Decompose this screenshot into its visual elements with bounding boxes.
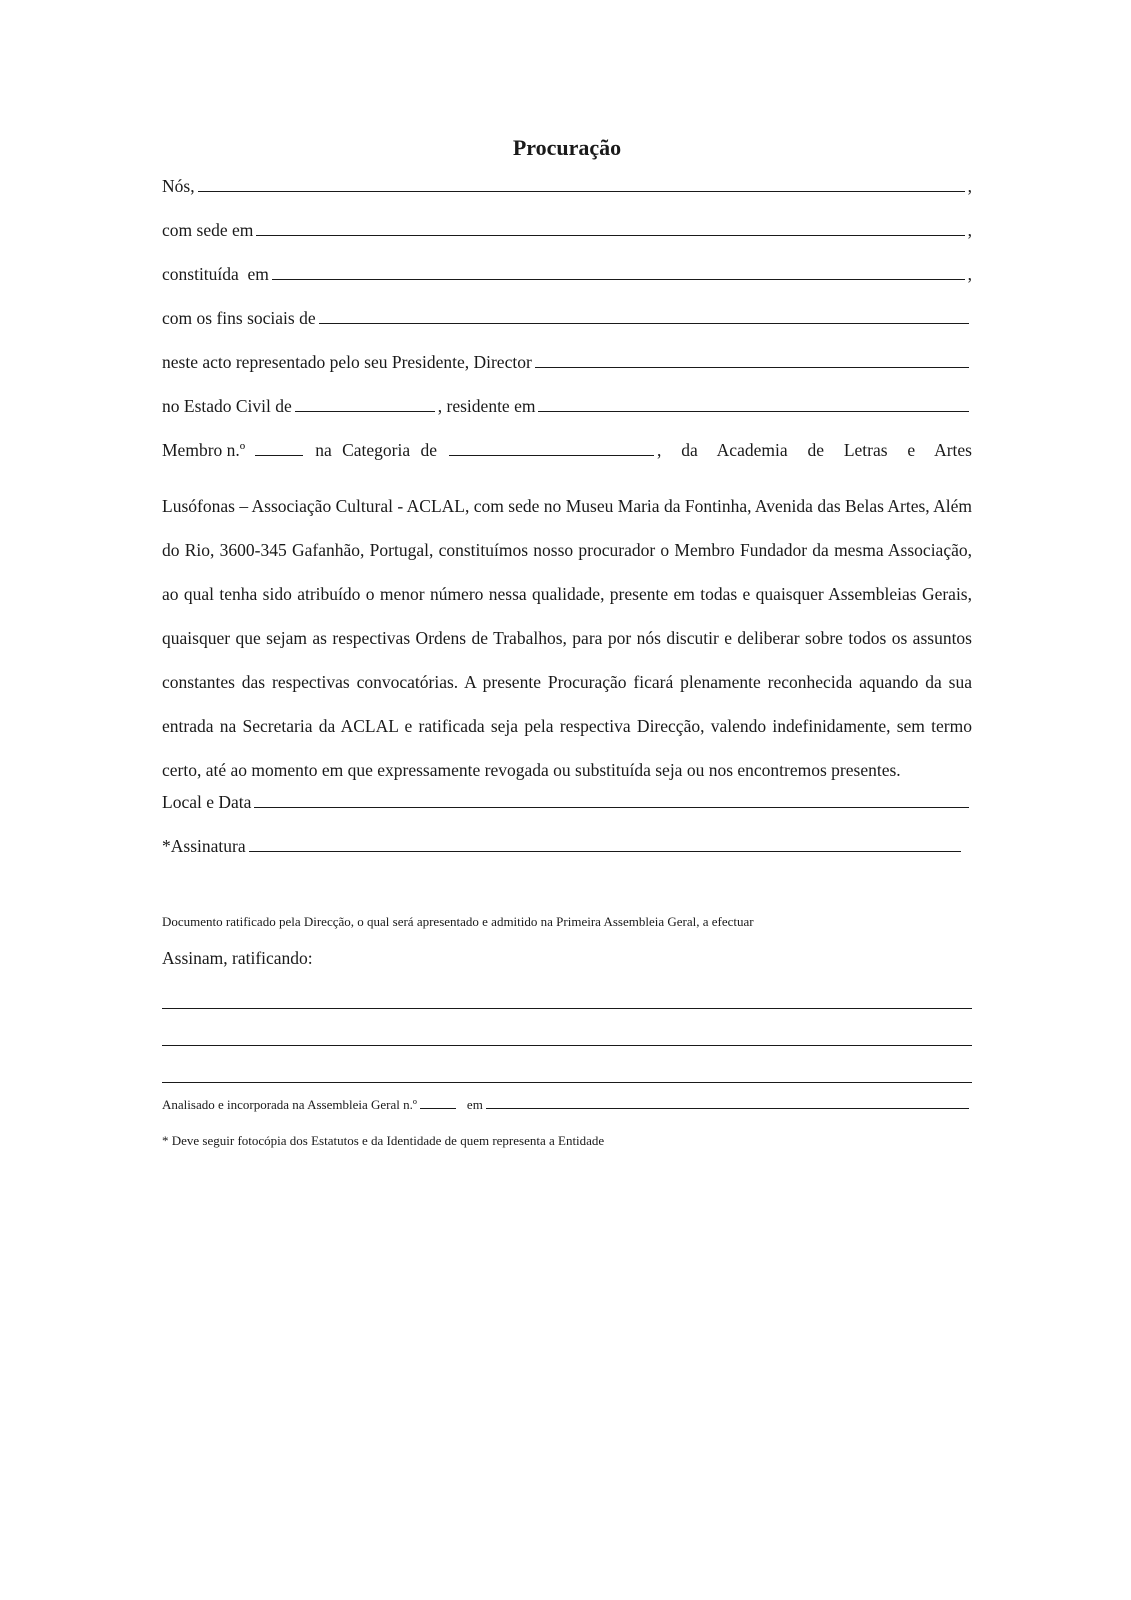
comma: , [967,264,972,284]
sede-blank[interactable] [256,221,964,236]
ratified-note: Documento ratificado pela Direcção, o qual será apresentado e admitido na Primeira Assembleia Geral, a efectuar [162,914,754,929]
local-data-blank[interactable] [254,793,969,808]
estado-civil-blank[interactable] [295,397,435,412]
constituida-label: constituída em [162,264,269,284]
line-membro [162,440,972,484]
line-estado-civil [162,396,972,440]
representado-label: neste acto representado pelo seu Presidente, Director [162,352,532,372]
nos-label: Nós, [162,176,195,196]
estado-civil-label: no Estado Civil de [162,396,292,416]
residente-blank[interactable] [538,397,969,412]
body-paragraph: Lusófonas – Associação Cultural - ACLAL, com sede no Museu Maria da Fontinha, Avenida das Belas Artes, Além do Rio, 3600-345 Gafanhão, Portugal, constituímos nosso procurador o Membro Fundador da mesma Associação, ao qual tenha sido atribuído o menor número nessa qualidade, presente em todas e quaisquer Assembleias Gerais, quaisquer que sejam as respectivas Ordens de Trabalhos, para por nós discutir e deliberar sobre todos os assuntos constantes das respectivas convocatórias. A presente Procuração ficará plenamente reconhecida aquando da sua entrada na Secretaria da ACLAL e ratificada seja pela respectiva Direcção, valendo indefinidamente, sem termo certo, até ao momento em que expressamente revogada ou substituída seja ou nos encontremos presentes. [162,496,972,780]
assembleia-number-blank[interactable] [420,1098,456,1109]
assinatura-blank[interactable] [249,837,961,852]
categoria-label: na Categoria de [315,440,438,460]
categoria-blank[interactable] [449,441,654,456]
residente-label: , residente em [437,396,536,416]
body-start: , da Academia de Letras e Artes [657,440,972,460]
signature-line-2[interactable] [162,1009,972,1046]
sede-label: com sede em [162,220,254,240]
line-analisado [162,1097,972,1129]
signature-line-1[interactable] [162,972,972,1009]
line-nos [162,176,972,220]
em-label: em [466,1097,483,1112]
membro-label: Membro n.º [162,440,246,460]
footnote: * Deve seguir fotocópia dos Estatutos e da Identidade de quem representa a Entidade [162,1133,605,1148]
line-local-data [162,792,972,836]
line-sede [162,220,972,264]
line-representado [162,352,972,396]
line-assinatura [162,836,972,880]
document-title: Procuração [512,135,622,160]
assinatura-label: *Assinatura [162,836,246,856]
comma: , [967,176,972,196]
comma: , [967,220,972,240]
nos-blank[interactable] [198,177,965,192]
constituida-blank[interactable] [272,265,965,280]
analisado-label: Analisado e incorporada na Assembleia Geral n.º [162,1097,417,1112]
assinam-label: Assinam, ratificando: [162,948,313,968]
line-fins [162,308,972,352]
line-constituida [162,264,972,308]
analisado-date-blank[interactable] [486,1098,969,1109]
fins-blank[interactable] [319,309,969,324]
document-content [162,128,972,1151]
membro-number-blank[interactable] [255,441,303,456]
fins-label: com os fins sociais de [162,308,316,328]
signature-line-3[interactable] [162,1046,972,1083]
director-blank[interactable] [535,353,969,368]
spacer [162,880,972,912]
local-data-label: Local e Data [162,792,252,812]
